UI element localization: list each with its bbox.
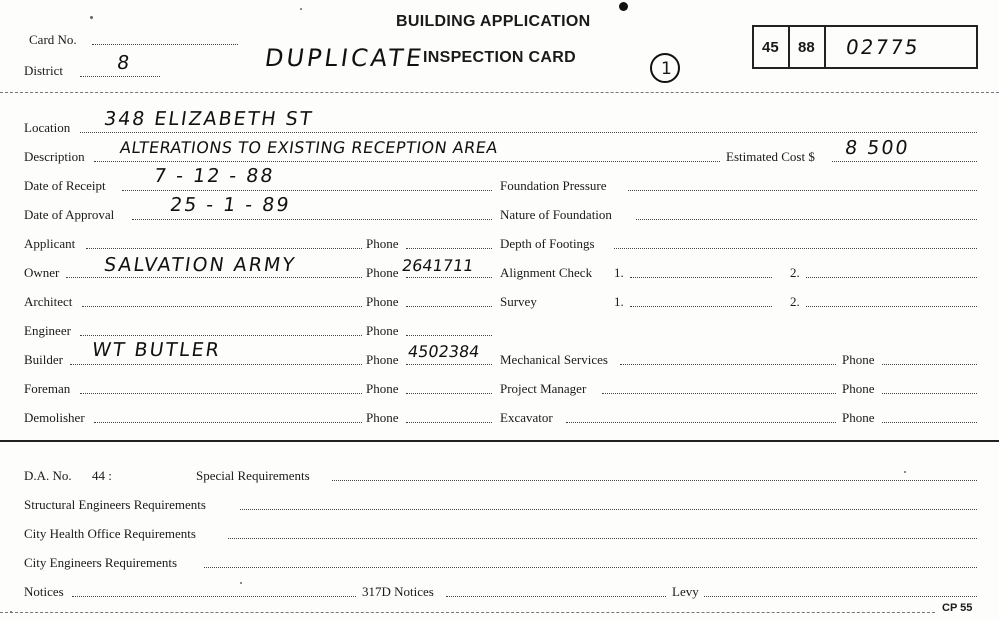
description-field[interactable] <box>94 161 720 162</box>
project-manager-phone-label: Phone <box>842 381 875 396</box>
estimated-cost-field[interactable] <box>832 161 977 162</box>
excavator-phone-label: Phone <box>842 410 875 425</box>
reference-number-box <box>752 25 978 69</box>
alignment-check-1-field[interactable] <box>630 277 772 278</box>
section-divider <box>0 440 999 442</box>
ref-part-1: 45 <box>762 39 779 56</box>
location-field[interactable] <box>80 132 977 133</box>
survey-1-label: 1. <box>614 294 624 309</box>
builder-phone-value: 4502384 <box>406 342 481 361</box>
survey-label: Survey <box>500 294 537 309</box>
notices-317d-label: 317D Notices <box>362 584 434 599</box>
owner-label: Owner <box>24 265 60 280</box>
owner-field[interactable] <box>66 277 362 278</box>
scan-speck <box>90 16 93 19</box>
date-of-approval-label: Date of Approval <box>24 207 115 222</box>
applicant-phone-label: Phone <box>366 236 399 251</box>
structural-requirements-field[interactable] <box>240 509 977 510</box>
date-of-approval-field[interactable] <box>132 219 492 220</box>
engineers-requirements-field[interactable] <box>204 567 977 568</box>
card-no-label: Card No. <box>29 32 77 47</box>
alignment-check-label: Alignment Check <box>500 265 593 280</box>
demolisher-label: Demolisher <box>24 410 85 425</box>
mechanical-services-phone-label: Phone <box>842 352 875 367</box>
alignment-check-2-field[interactable] <box>806 277 977 278</box>
project-manager-label: Project Manager <box>500 381 587 396</box>
builder-phone-label: Phone <box>366 352 399 367</box>
levy-label: Levy <box>672 584 699 599</box>
builder-field[interactable] <box>70 364 362 365</box>
health-requirements-field[interactable] <box>228 538 977 539</box>
levy-field[interactable] <box>704 596 977 597</box>
notices-label: Notices <box>24 584 64 599</box>
ref-part-2: 88 <box>798 39 815 56</box>
alignment-check-1-label: 1. <box>614 265 624 280</box>
date-of-approval-value: 25 - 1 - 89 <box>168 194 292 216</box>
builder-phone-field[interactable] <box>406 364 492 365</box>
form-code: CP 55 <box>942 602 973 614</box>
scan-speck <box>240 582 242 584</box>
da-no-label: D.A. No. <box>24 468 72 483</box>
builder-label: Builder <box>24 352 63 367</box>
scan-speck <box>300 8 302 10</box>
ref-part-3: 02775 <box>844 35 922 59</box>
location-label: Location <box>24 120 71 135</box>
district-field[interactable] <box>80 76 160 77</box>
applicant-field[interactable] <box>86 248 362 249</box>
foreman-phone-field[interactable] <box>406 393 492 394</box>
excavator-label: Excavator <box>500 410 553 425</box>
owner-phone-field[interactable] <box>406 277 492 278</box>
scan-speck <box>10 611 12 613</box>
engineer-phone-field[interactable] <box>406 335 492 336</box>
survey-2-label: 2. <box>790 294 800 309</box>
description-label: Description <box>24 149 85 164</box>
mechanical-services-phone-field[interactable] <box>882 364 977 365</box>
alignment-check-2-label: 2. <box>790 265 800 280</box>
description-value: ALTERATIONS TO EXISTING RECEPTION AREA <box>118 138 500 157</box>
header-divider <box>0 92 999 93</box>
date-of-receipt-label: Date of Receipt <box>24 178 106 193</box>
owner-value: SALVATION ARMY <box>102 254 298 276</box>
survey-1-field[interactable] <box>630 306 772 307</box>
foundation-pressure-label: Foundation Pressure <box>500 178 607 193</box>
structural-requirements-label: Structural Engineers Requirements <box>24 497 206 512</box>
engineers-requirements-label: City Engineers Requirements <box>24 555 178 570</box>
project-manager-field[interactable] <box>602 393 836 394</box>
district-label: District <box>24 63 63 78</box>
demolisher-phone-field[interactable] <box>406 422 492 423</box>
foreman-phone-label: Phone <box>366 381 399 396</box>
survey-2-field[interactable] <box>806 306 977 307</box>
notices-317d-field[interactable] <box>446 596 666 597</box>
owner-phone-label: Phone <box>366 265 399 280</box>
excavator-phone-field[interactable] <box>882 422 977 423</box>
depth-of-footings-field[interactable] <box>614 248 977 249</box>
excavator-field[interactable] <box>566 422 836 423</box>
estimated-cost-label: Estimated Cost $ <box>726 149 815 164</box>
architect-label: Architect <box>24 294 73 309</box>
da-no-value: 44 : <box>92 468 112 483</box>
owner-phone-value: 2641711 <box>400 256 475 275</box>
architect-field[interactable] <box>82 306 362 307</box>
nature-of-foundation-field[interactable] <box>636 219 977 220</box>
architect-phone-field[interactable] <box>406 306 492 307</box>
circled-number: 1 <box>650 53 680 83</box>
district-value: 8 <box>115 52 133 74</box>
foreman-label: Foreman <box>24 381 71 396</box>
engineer-phone-label: Phone <box>366 323 399 338</box>
foundation-pressure-field[interactable] <box>628 190 977 191</box>
mechanical-services-field[interactable] <box>620 364 836 365</box>
depth-of-footings-label: Depth of Footings <box>500 236 595 251</box>
card-no-field[interactable] <box>92 44 238 45</box>
nature-of-foundation-label: Nature of Foundation <box>500 207 612 222</box>
special-requirements-label: Special Requirements <box>196 468 310 483</box>
location-value: 348 ELIZABETH ST <box>102 108 315 130</box>
ink-blot <box>619 2 628 11</box>
card-subtitle: INSPECTION CARD <box>423 49 576 66</box>
scan-speck <box>904 471 906 473</box>
duplicate-stamp: DUPLICATE <box>263 44 427 72</box>
foreman-field[interactable] <box>80 393 362 394</box>
health-requirements-label: City Health Office Requirements <box>24 526 196 541</box>
demolisher-field[interactable] <box>94 422 362 423</box>
architect-phone-label: Phone <box>366 294 399 309</box>
engineer-label: Engineer <box>24 323 71 338</box>
demolisher-phone-label: Phone <box>366 410 399 425</box>
mechanical-services-label: Mechanical Services <box>500 352 608 367</box>
date-of-receipt-value: 7 - 12 - 88 <box>152 165 276 187</box>
engineer-field[interactable] <box>80 335 362 336</box>
project-manager-phone-field[interactable] <box>882 393 977 394</box>
special-requirements-field[interactable] <box>332 480 977 481</box>
date-of-receipt-field[interactable] <box>122 190 492 191</box>
applicant-phone-field[interactable] <box>406 248 492 249</box>
bottom-perforation <box>0 612 935 613</box>
card-title: BUILDING APPLICATION <box>396 13 591 30</box>
applicant-label: Applicant <box>24 236 76 251</box>
builder-value: WT BUTLER <box>90 339 223 361</box>
estimated-cost-value: 8 500 <box>843 137 912 159</box>
notices-field[interactable] <box>72 596 356 597</box>
